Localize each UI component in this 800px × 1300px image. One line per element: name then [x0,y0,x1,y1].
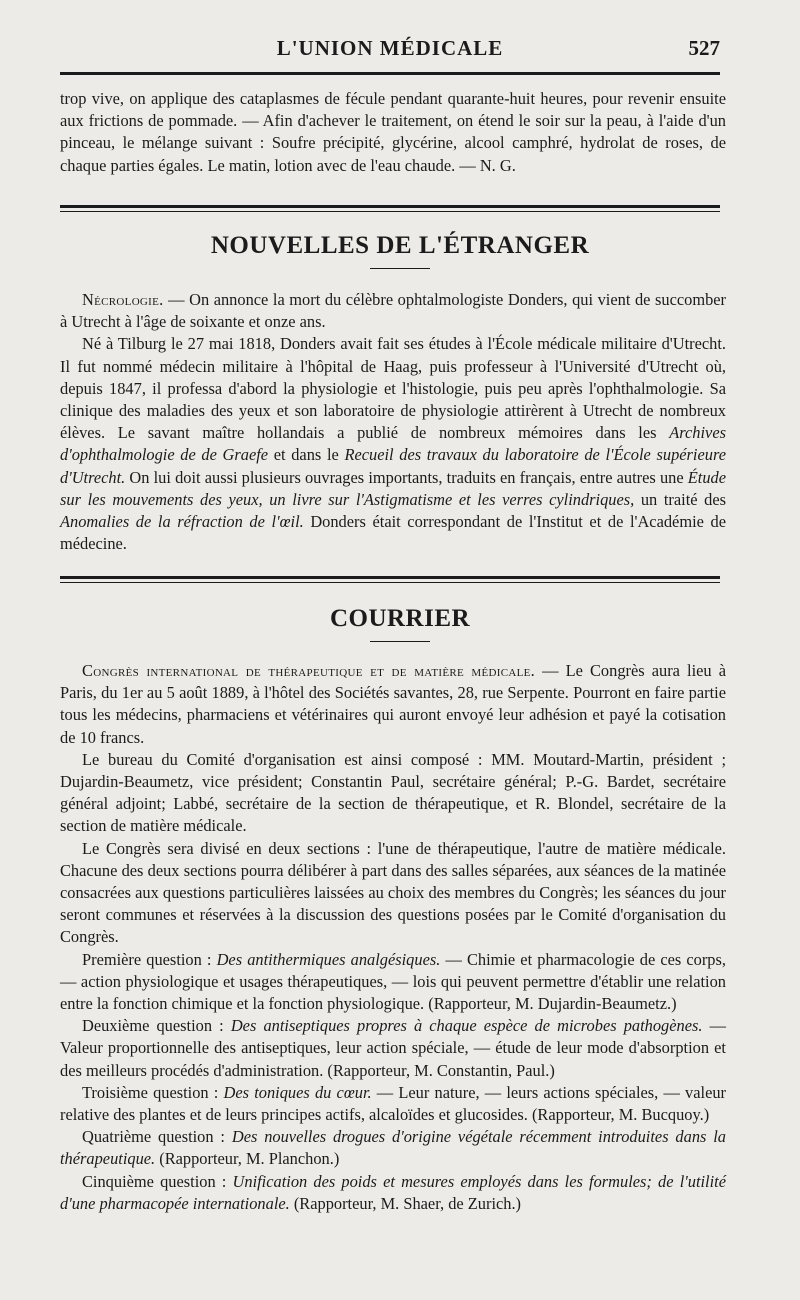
section-separator-rule-2 [60,576,720,579]
etranger-body [60,289,726,555]
heading-underline [370,268,430,269]
question-3: Troisième question : Des toniques du cœur. — Leur nature, — leurs actions spéciales, — valeur relative des plantes et de leurs principes actifs, alcaloïdes et glucosides. (Rapporteur, M. Bucquoy.) [60,1082,726,1125]
courrier-body [60,660,726,1215]
header-rule [60,72,720,75]
question-4: Quatrième question : Des nouvelles drogues d'origine végétale récemment introduites dans la thérapeutique. (Rapporteur, M. Planchon.) [60,1127,727,1169]
congres-label: Congrès international de thérapeutique et de matière médicale. [82,661,536,680]
bureau-paragraph: Le bureau du Comité d'organisation est ainsi composé : MM. Moutard-Martin, président ; Dujardin-Beaumetz, vice président; Constantin Paul, secrétaire général; P.-G. Bardet, secrétaire général adjoint; Labbé, secrétaire de la section de thérapeutique, et R. Blondel, secrétaire de la section de matière médicale. [60,749,726,836]
section-separator-rule [60,205,720,208]
donders-paragraph: Né à Tilburg le 27 mai 1818, Donders avait fait ses études à l'École médicale militaire d'Utrecht. Il fut nommé médecin militaire à l'hôpital de Haag, puis professeur à l'Université d'Utrecht où, depuis 1847, il professa d'abord la physiologie et l'histologie, puis peu après l'ophthalmologie. Sa clinique des maladies des yeux et son laboratoire de physiologie attirèrent à Utrecht de nombreux élèves. Le savant maître hollandais a publié de nombreux mémoires dans les Archives d'ophthalmologie de de Graefe et dans le Recueil des travaux du laboratoire de l'École supérieure d'Utrecht. On lui doit aussi plusieurs ouvrages importants, traduits en français, entre autres une Étude sur les mouvements des yeux, un livre sur l'Astigmatisme et les verres cylindriques, un traité des Anomalies de la réfraction de l'œil. Donders était correspondant de l'Institut et de l'Académie de médecine. [60,334,726,554]
running-title: L'UNION MÉDICALE [276,36,504,60]
page-header [60,36,720,66]
heading-underline-2 [370,641,430,642]
intro-paragraph-block [60,88,726,177]
section-separator-rule-2-thin [60,582,720,583]
section-heading-courrier: COURRIER [329,605,471,632]
intro-paragraph: trop vive, on applique des cataplasmes de fécule pendant quarante-huit heures, pour revenir ensuite aux frictions de pommade. — Afin d'achever le traitement, on étend le soir sur la peau, à l'aide d'un pinceau, le mélange suivant : Soufre précipité, glycérine, alcool camphré, hydrolat de roses, de chaque parties égales. Le matin, lotion avec de l'eau chaude. — N. G. [60,89,726,175]
question-5: Cinquième question : Unification des poids et mesures employés dans les formules; de l'utilité d'une pharmacopée internationale. (Rapporteur, M. Shaer, de Zurich.) [60,1171,726,1213]
question-2: Deuxième question : Des antiseptiques propres à chaque espèce de microbes pathogènes. — Valeur proportionnelle des antiseptiques, leur action spéciale, — étude de leur mode d'absorption et des meilleurs procédés d'administration. (Rapporteur, M. Constantin, Paul.) [60,1016,726,1080]
necrologie-paragraph: Nécrologie. — On annonce la mort du célèbre ophtalmologiste Donders, qui vient de succomber à Utrecht à l'âge de soixante et onze ans. [60,290,726,332]
question-1: Première question : Des antithermiques analgésiques. — Chimie et pharmacologie de ces corps, — action physiologique et usages thérapeutiques, — lois qui peuvent permettre d'établir une relation entre la fonction chimique et la fonction physiologique. (Rapporteur, M. Dujardin-Beaumetz.) [60,949,726,1014]
page-number: 527 [688,36,720,60]
section-separator-rule-thin [60,211,720,212]
sections-paragraph: Le Congrès sera divisé en deux sections : l'une de thérapeutique, l'autre de matière médicale. Chacune des deux sections pourra délibérer à part dans des salles séparées, aux séances de la matinée consacrées aux questions particulières laissées au choix des membres du Congrès; les séances du jour seront communes et réservées à la discussion des questions posées par le Comité d'organisation du Congrès. [60,838,726,947]
congres-paragraph: Congrès international de thérapeutique et de matière médicale. — Le Congrès aura lieu à Paris, du 1er au 5 août 1889, à l'hôtel des Sociétés savantes, 28, rue Serpente. Pourront en faire partie tous les médecins, pharmaciens et vétérinaires qui auront envoyé leur adhésion et payé la cotisation de 10 francs. [60,661,726,747]
necrologie-label: Nécrologie. [82,290,164,309]
section-heading-etranger: NOUVELLES DE L'ÉTRANGER [210,232,590,259]
